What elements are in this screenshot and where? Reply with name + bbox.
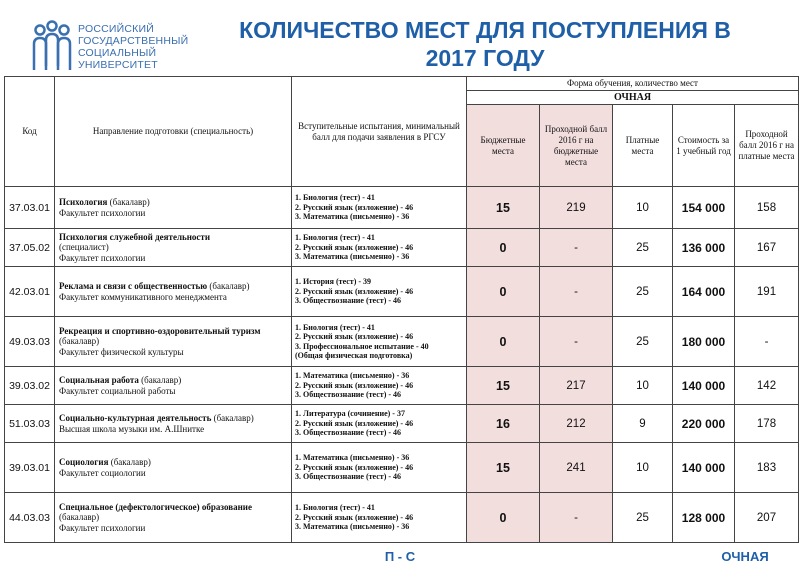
header-budget-score: Проходной балл 2016 г на бюджетные места: [540, 105, 613, 187]
cell-paid-score: 191: [735, 267, 799, 317]
title-line-1: КОЛИЧЕСТВО МЕСТ ДЛЯ ПОСТУПЛЕНИЯ В: [239, 17, 731, 43]
table-row: [5, 267, 799, 317]
rgsu-people-icon: [30, 20, 74, 74]
cell-direction: [55, 187, 292, 229]
title-line-2: 2017 ГОДУ: [425, 45, 545, 71]
cell-paid: 25: [613, 493, 673, 543]
cell-budget-score: 219: [540, 187, 613, 229]
footer-left-label: П - С: [384, 549, 416, 564]
cell-budget-score: -: [540, 229, 613, 267]
cell-budget-score: 212: [540, 405, 613, 443]
exam-item: 3. Обществознание (тест) - 46: [295, 472, 402, 482]
table-row: [5, 493, 799, 543]
cell-paid-score: 158: [735, 187, 799, 229]
cell-budget: 15: [467, 187, 540, 229]
exam-item: 1. Биология (тест) - 41: [295, 233, 375, 243]
exam-item: 2. Русский язык (изложение) - 46: [295, 286, 414, 296]
exam-item: 2. Русский язык (изложение) - 46: [295, 332, 414, 341]
header-budget: Бюджетные места: [467, 105, 540, 187]
direction-name: Специальное (дефектологическое) образование: [59, 501, 252, 512]
exam-item: 2. Русский язык (изложение) - 46: [295, 202, 414, 212]
faculty-name: Факультет социологии: [59, 467, 146, 478]
cell-code: 51.03.03: [5, 405, 55, 443]
exam-item: 3. Математика (письменно) - 36: [295, 252, 410, 262]
header-exams: Вступительные испытания, минимальный балл для подачи заявления в РГСУ: [292, 77, 467, 187]
cell-paid-score: -: [735, 317, 799, 367]
exam-item: (Общая физическая подготовка): [295, 351, 413, 360]
cell-paid-score: 178: [735, 405, 799, 443]
cell-paid: 10: [613, 367, 673, 405]
cell-exams: [292, 443, 467, 493]
table-row: [5, 367, 799, 405]
faculty-name: Высшая школа музыки им. А.Шнитке: [59, 423, 205, 434]
cell-cost: 154 000: [673, 187, 735, 229]
cell-exams: [292, 317, 467, 367]
cell-direction: [55, 367, 292, 405]
cell-exams: [292, 405, 467, 443]
cell-budget-score: 217: [540, 367, 613, 405]
cell-budget-score: 241: [540, 443, 613, 493]
direction-level: (бакалавр): [59, 336, 100, 347]
cell-paid-score: 142: [735, 367, 799, 405]
direction-level: (бакалавр): [107, 197, 150, 207]
cell-code: 39.03.01: [5, 443, 55, 493]
cell-paid: 25: [613, 229, 673, 267]
faculty-name: Факультет социальной работы: [59, 385, 176, 396]
cell-exams: [292, 367, 467, 405]
cell-direction: [55, 405, 292, 443]
exam-item: 1. Математика (письменно) - 36: [295, 453, 410, 463]
exam-item: 1. Биология (тест) - 41: [295, 322, 375, 332]
logo-line-3: СОЦИАЛЬНЫЙ: [78, 47, 157, 59]
exam-item: 3. Математика (письменно) - 36: [295, 212, 410, 222]
faculty-name: Факультет психологии: [59, 207, 146, 218]
direction-name: Психология служебной деятельности: [59, 231, 211, 242]
cell-paid: 10: [613, 187, 673, 229]
cell-cost: 220 000: [673, 405, 735, 443]
direction-level: (бакалавр): [138, 375, 182, 385]
exam-item: 2. Русский язык (изложение) - 46: [295, 418, 414, 428]
exam-item: 3. Обществознание (тест) - 46: [295, 390, 402, 400]
cell-budget: 0: [467, 267, 540, 317]
direction-name: Социально-культурная деятельность: [59, 413, 212, 423]
direction-name: Психология: [59, 197, 108, 207]
cell-budget-score: -: [540, 493, 613, 543]
exam-item: 2. Русский язык (изложение) - 46: [295, 512, 414, 522]
cell-exams: [292, 229, 467, 267]
direction-name: Рекреация и спортивно-оздоровительный туризм: [59, 325, 261, 336]
exam-item: 2. Русский язык (изложение) - 46: [295, 380, 414, 390]
admission-table: [4, 76, 799, 543]
direction-level: (бакалавр): [108, 457, 151, 467]
cell-budget: 0: [467, 493, 540, 543]
cell-paid-score: 183: [735, 443, 799, 493]
cell-paid: 25: [613, 267, 673, 317]
cell-budget: 15: [467, 367, 540, 405]
cell-exams: [292, 493, 467, 543]
cell-cost: 128 000: [673, 493, 735, 543]
faculty-name: (специалист) Факультет психологии: [59, 242, 146, 263]
cell-code: 42.03.01: [5, 267, 55, 317]
exam-item: 1. Литература (сочинение) - 37: [295, 409, 405, 419]
exam-item: 2. Русский язык (изложение) - 46: [295, 462, 414, 472]
page-title: [205, 16, 765, 72]
direction-level: (бакалавр): [211, 413, 254, 423]
header: [0, 0, 800, 78]
cell-cost: 140 000: [673, 443, 735, 493]
exam-item: 3. Обществознание (тест) - 46: [295, 428, 402, 438]
exam-item: 3. Профессиональное испытание - 40: [295, 341, 429, 351]
cell-direction: [55, 493, 292, 543]
cell-paid: 10: [613, 443, 673, 493]
cell-direction: [55, 317, 292, 367]
direction-name: Реклама и связи с общественностью: [59, 281, 208, 291]
table-row: [5, 405, 799, 443]
exam-item: 3. Математика (письменно) - 36: [295, 522, 410, 532]
cell-cost: 180 000: [673, 317, 735, 367]
logo-line-1: РОССИЙСКИЙ: [78, 23, 154, 35]
faculty-name: (бакалавр) Факультет психологии: [59, 512, 146, 533]
cell-paid: 9: [613, 405, 673, 443]
logo-text: [78, 23, 188, 71]
cell-budget: 15: [467, 443, 540, 493]
cell-budget: 0: [467, 317, 540, 367]
exam-item: 1. Биология (тест) - 41: [295, 503, 375, 513]
exam-item: 1. История (тест) - 39: [295, 277, 372, 287]
cell-code: 37.03.01: [5, 187, 55, 229]
cell-code: 39.03.02: [5, 367, 55, 405]
table-row: [5, 229, 799, 267]
direction-level: (бакалавр): [207, 281, 250, 291]
cell-paid-score: 207: [735, 493, 799, 543]
cell-direction: [55, 267, 292, 317]
exam-item: 1. Математика (письменно) - 36: [295, 371, 410, 381]
exam-item: 2. Русский язык (изложение) - 46: [295, 242, 414, 252]
logo-line-2: ГОСУДАРСТВЕННЫЙ: [78, 35, 189, 47]
footer-right-label: ОЧНАЯ: [721, 549, 769, 564]
cell-exams: [292, 267, 467, 317]
university-logo: [30, 20, 210, 78]
cell-budget: 16: [467, 405, 540, 443]
cell-cost: 164 000: [673, 267, 735, 317]
cell-code: 44.03.03: [5, 493, 55, 543]
header-ochnaya: ОЧНАЯ: [467, 91, 799, 105]
table-row: [5, 443, 799, 493]
header-paid: Платные места: [613, 105, 673, 187]
table-row: [5, 317, 799, 367]
cell-cost: 136 000: [673, 229, 735, 267]
header-cost: Стоимость за 1 учебный год: [673, 105, 735, 187]
cell-paid: 25: [613, 317, 673, 367]
cell-budget-score: -: [540, 267, 613, 317]
header-direction: Направление подготовки (специальность): [55, 77, 292, 187]
faculty-name: Факультет коммуникативного менеджмента: [59, 291, 227, 302]
cell-budget: 0: [467, 229, 540, 267]
table-row: [5, 187, 799, 229]
direction-name: Социология: [59, 457, 109, 467]
cell-direction: [55, 443, 292, 493]
cell-code: 49.03.03: [5, 317, 55, 367]
logo-line-4: УНИВЕРСИТЕТ: [78, 59, 158, 71]
header-code: Код: [5, 77, 55, 187]
exam-item: 1. Биология (тест) - 41: [295, 193, 375, 203]
direction-name: Социальная работа: [59, 375, 139, 385]
cell-budget-score: -: [540, 317, 613, 367]
cell-code: 37.05.02: [5, 229, 55, 267]
exam-item: 3. Обществознание (тест) - 46: [295, 296, 402, 306]
header-form: Форма обучения, количество мест: [467, 77, 799, 91]
cell-paid-score: 167: [735, 229, 799, 267]
cell-cost: 140 000: [673, 367, 735, 405]
cell-exams: [292, 187, 467, 229]
cell-direction: [55, 229, 292, 267]
faculty-name: Факультет физической культуры: [59, 346, 184, 357]
header-paid-score: Проходной балл 2016 г на платные места: [735, 105, 799, 187]
